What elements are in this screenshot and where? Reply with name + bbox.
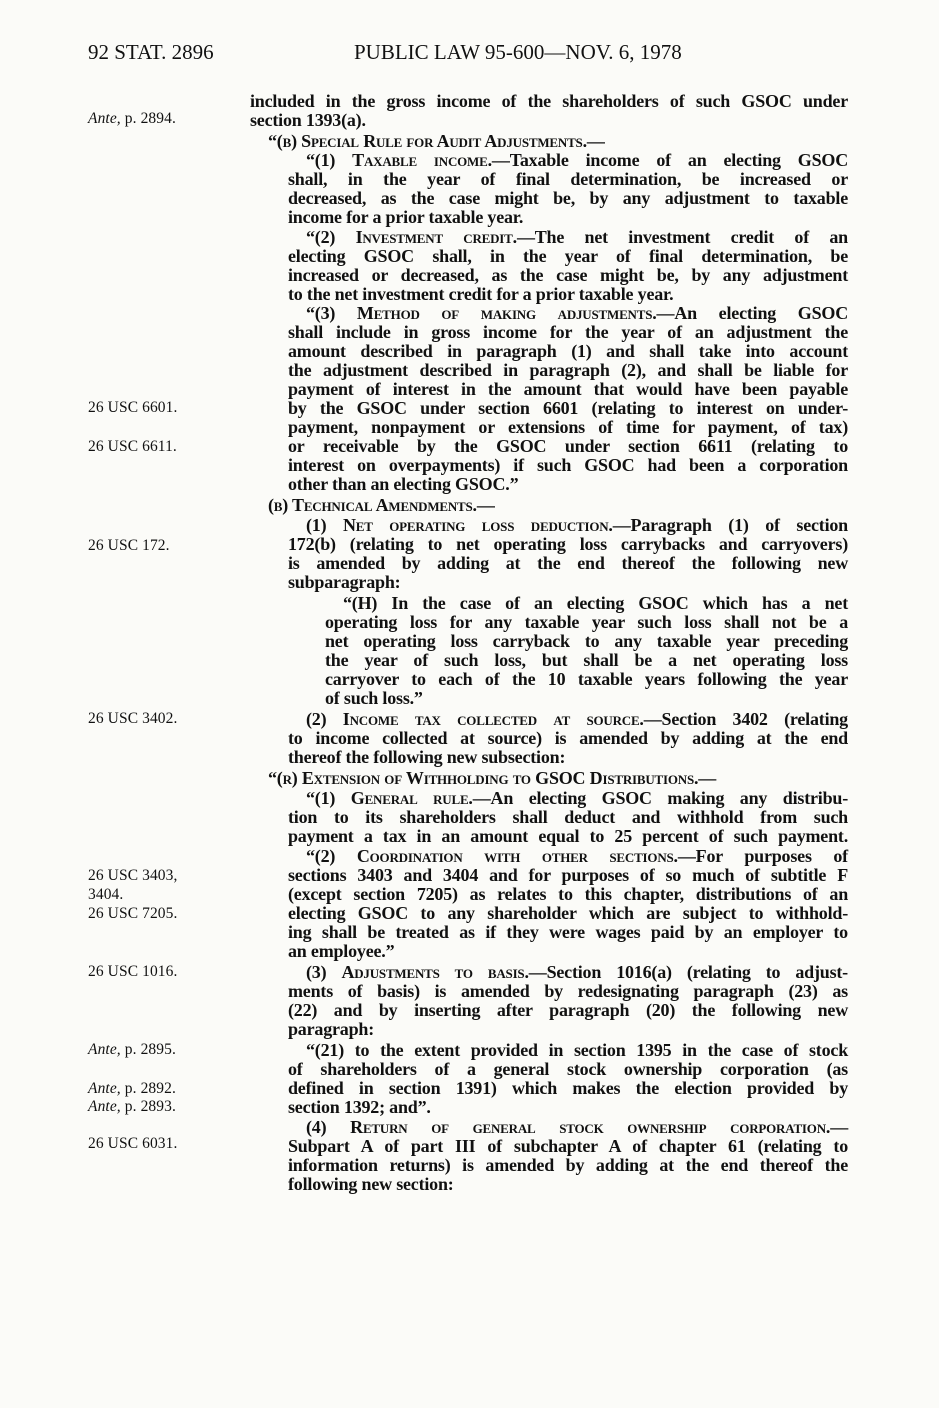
- margin-note: 26 USC 6611.: [88, 438, 177, 455]
- margin-note: 26 USC 172.: [88, 537, 170, 554]
- body-line: payment of interest in the amount that would have been payable: [288, 379, 848, 399]
- paragraph-text: The net investment credit of an: [534, 227, 848, 247]
- margin-note-ante: Ante,: [88, 1098, 121, 1115]
- body-line: [306, 710, 848, 729]
- paragraph-heading: Investment credit.—: [355, 227, 535, 247]
- body-line: paragraph:: [288, 1019, 375, 1039]
- heading-text: “(b) Special Rule for Audit Adjustments.—: [268, 131, 605, 151]
- body-line: the year of such loss, but shall be a net operating loss: [325, 650, 848, 670]
- paragraph-text: Paragraph (1) of section: [630, 515, 848, 535]
- body-line: “(21) to the extent provided in section 1395 in the case of stock: [306, 1040, 848, 1060]
- body-line: amount described in paragraph (1) and shall take into account: [288, 341, 848, 361]
- section-heading: (b) Technical Amendments.—: [268, 495, 495, 515]
- paragraph-text: Section 3402 (relating: [661, 709, 848, 729]
- body-line: subparagraph:: [288, 572, 401, 592]
- margin-note: 3404.: [88, 886, 124, 903]
- body-line: (22) and by inserting after paragraph (20) the following new: [288, 1000, 848, 1020]
- paragraph-number: (4): [306, 1117, 351, 1137]
- body-line: [306, 1118, 848, 1137]
- body-line: [306, 516, 848, 535]
- paragraph-number: “(2): [306, 227, 356, 247]
- body-line: shall include in gross income for the year of an adjustment the: [288, 322, 848, 342]
- body-line: ments of basis) is amended by redesignating paragraph (23) as: [288, 981, 848, 1001]
- paragraph-number: (2): [306, 709, 343, 729]
- margin-note-ref: p. 2892.: [124, 1080, 176, 1097]
- paragraph-number: “(3): [306, 303, 357, 323]
- body-line: of shareholders of a general stock ownership corporation (as: [288, 1059, 848, 1079]
- section-heading: “(r) Extension of Withholding to GSOC Distributions.—: [268, 768, 717, 788]
- body-line: section 1392; and”.: [288, 1097, 431, 1117]
- paragraph-text: For purposes of: [695, 846, 848, 866]
- paragraph-heading: Income tax collected at source.—: [342, 709, 662, 729]
- margin-note: 26 USC 3402.: [88, 710, 178, 727]
- paragraph-number: “(1): [306, 150, 353, 170]
- paragraph-text: An electing GSOC: [674, 303, 848, 323]
- body-line: information returns) is amended by adding at the end thereof the: [288, 1155, 848, 1175]
- margin-note: 26 USC 3403,: [88, 867, 178, 884]
- body-line: the adjustment described in paragraph (2), and shall be liable for: [288, 360, 848, 380]
- body-line: other than an electing GSOC.”: [288, 474, 519, 494]
- paragraph-heading: Taxable income.—: [352, 150, 510, 170]
- body-line: to the net investment credit for a prior taxable year.: [288, 284, 674, 304]
- body-line: interest on overpayments) if such GSOC had been a corporation: [288, 455, 848, 475]
- body-line: (except section 7205) as relates to this chapter, distributions of an: [288, 884, 848, 904]
- body-line: section 1393(a).: [250, 110, 366, 130]
- margin-note: [88, 110, 176, 128]
- line-text: [306, 150, 848, 170]
- body-line: [306, 151, 848, 170]
- law-title: PUBLIC LAW 95-600—NOV. 6, 1978: [354, 40, 682, 64]
- paragraph-heading: Adjustments to basis.—: [341, 962, 547, 982]
- body-line: payment, nonpayment or extensions of time for payment, of tax): [288, 417, 848, 437]
- body-line: net operating loss carryback to any taxable year preceding: [325, 631, 848, 651]
- body-line: of such loss.”: [325, 688, 423, 708]
- margin-note-ref: p. 2893.: [124, 1098, 176, 1115]
- margin-note: 26 USC 1016.: [88, 963, 178, 980]
- paragraph-number: (1): [306, 515, 343, 535]
- body-line: ing shall be treated as if they were wages paid by an employer to: [288, 922, 848, 942]
- margin-note: [88, 1041, 176, 1059]
- margin-note: 26 USC 6601.: [88, 399, 178, 416]
- body-line: tion to its shareholders shall deduct and withhold from such: [288, 807, 848, 827]
- margin-note-ref: p. 2894.: [124, 110, 176, 127]
- paragraph-text: Section 1016(a) (relating to adjust-: [546, 962, 848, 982]
- paragraph-heading: Net operating loss deduction.—: [342, 515, 631, 535]
- body-line: electing GSOC to any shareholder which are subject to withhold-: [288, 903, 848, 923]
- body-line: [306, 304, 848, 323]
- margin-note-ante: Ante,: [88, 1080, 121, 1097]
- margin-note: [88, 1080, 176, 1098]
- body-line: [306, 789, 848, 808]
- paragraph-heading: Method of making adjustments.—: [356, 303, 675, 323]
- body-line: electing GSOC shall, in the year of final determination, be: [288, 246, 848, 266]
- margin-note: 26 USC 6031.: [88, 1135, 178, 1152]
- body-line: by the GSOC under section 6601 (relating to interest on under-: [288, 398, 848, 418]
- paragraph-heading: Return of general stock ownership corporation.—: [350, 1117, 848, 1137]
- body-line: thereof the following new subsection:: [288, 747, 566, 767]
- statute-reference: 92 STAT. 2896: [88, 40, 214, 64]
- body-line: an employee.”: [288, 941, 395, 961]
- body-line: carryover to each of the 10 taxable years following the year: [325, 669, 848, 689]
- body-line: payment a tax in an amount equal to 25 percent of such payment.: [288, 826, 848, 846]
- margin-note: 26 USC 7205.: [88, 905, 178, 922]
- body-line: increased or decreased, as the case might be, by any adjustment: [288, 265, 848, 285]
- margin-note-ref: p. 2895.: [124, 1041, 176, 1058]
- body-line: is amended by adding at the end thereof the following new: [288, 553, 848, 573]
- body-line: [306, 847, 848, 866]
- body-line: following new section:: [288, 1174, 454, 1194]
- body-line: income for a prior taxable year.: [288, 207, 524, 227]
- section-heading: [268, 132, 605, 151]
- body-line: or receivable by the GSOC under section 6611 (relating to: [288, 436, 848, 456]
- body-line: [306, 228, 848, 247]
- body-line: [306, 963, 848, 982]
- body-line: 172(b) (relating to net operating loss carrybacks and carryovers): [288, 534, 848, 554]
- body-line: defined in section 1391) which makes the election provided by: [288, 1078, 848, 1098]
- paragraph-number: “(1): [306, 788, 351, 808]
- margin-note-ante: Ante,: [88, 1041, 121, 1058]
- page-header: [0, 40, 939, 70]
- paragraph-text: An electing GSOC making any distribu-: [490, 788, 848, 808]
- margin-note: [88, 1098, 176, 1116]
- body-line: sections 3403 and 3404 and for purposes of so much of subtitle F: [288, 865, 848, 885]
- body-line: included in the gross income of the shareholders of such GSOC under: [250, 91, 848, 111]
- body-line: operating loss for any taxable year such loss shall not be a: [325, 612, 848, 632]
- paragraph-heading: General rule.—: [350, 788, 491, 808]
- margin-note-ante: Ante,: [88, 110, 121, 127]
- body-line: to income collected at source) is amended by adding at the end: [288, 728, 848, 748]
- paragraph-number: “(2): [306, 846, 357, 866]
- paragraph-number: (3): [306, 962, 342, 982]
- body-line: “(H) In the case of an electing GSOC which has a net: [343, 593, 848, 613]
- body-line: Subpart A of part III of subchapter A of chapter 61 (relating to: [288, 1136, 848, 1156]
- paragraph-heading: Coordination with other sections.—: [356, 846, 696, 866]
- paragraph-text: Taxable income of an electing GSOC: [509, 150, 848, 170]
- body-line: decreased, as the case might be, by any adjustment to taxable: [288, 188, 848, 208]
- body-line: shall, in the year of final determination, be increased or: [288, 169, 848, 189]
